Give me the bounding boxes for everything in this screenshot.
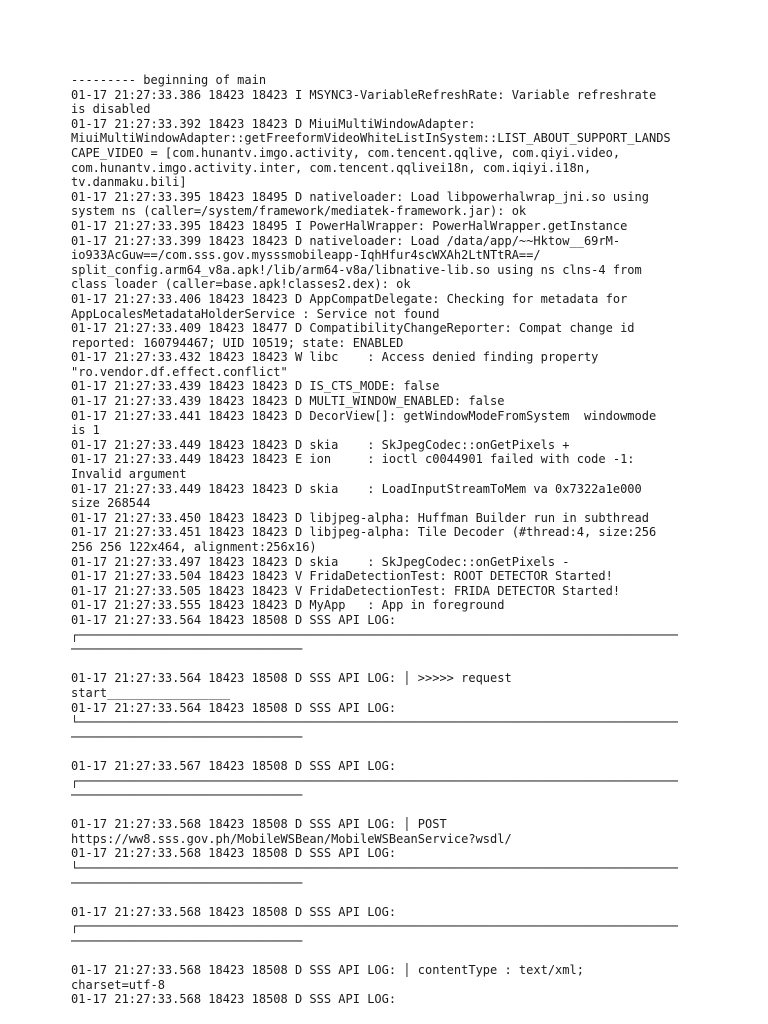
log-line: 01-17 21:27:33.567 18423 18508 D SSS API LOG: — [71, 758, 397, 773]
log-line: 01-17 21:27:33.555 18423 18423 D MyApp : App in foreground — [71, 598, 505, 613]
log-line: CAPE_VIDEO = [com.hunantv.imgo.activity, com.tencent.qqlive, com.qiyi.video, — [71, 145, 621, 160]
log-line: ──────────────────────────────── — [71, 642, 303, 657]
log-line — [71, 803, 698, 818]
log-line: start_________________ — [71, 685, 230, 700]
log-line: 01-17 21:27:33.449 18423 18423 D skia : LoadInputStreamToMem va 0x7322a1e000 — [71, 481, 642, 496]
log-line: 01-17 21:27:33.564 18423 18508 D SSS API LOG: — [71, 700, 397, 715]
log-line: ┌─────────────────────────────────────────────────────────────────────────────────── — [71, 919, 678, 934]
log-line: 01-17 21:27:33.505 18423 18423 V FridaDetectionTest: FRIDA DETECTOR Started! — [71, 583, 621, 598]
log-line: com.hunantv.imgo.activity.inter, com.tencent.qqlivei18n, com.iqiyi.i18n, — [71, 160, 592, 175]
log-line: charset=utf-8 — [71, 977, 165, 992]
log-line: ┌─────────────────────────────────────────────────────────────────────────────────── — [71, 773, 678, 788]
log-line: 01-17 21:27:33.568 18423 18508 D SSS API LOG: — [71, 846, 397, 861]
log-line: AppLocalesMetadataHolderService : Service not found — [71, 306, 440, 321]
log-line: 01-17 21:27:33.568 18423 18508 D SSS API LOG: — [71, 992, 397, 1007]
log-line: io933AcGuw==/com.sss.gov.mysssmobileapp-IqhHfur4scWXAh2LtNTtRA==/ — [71, 248, 541, 263]
log-line: 01-17 21:27:33.568 18423 18508 D SSS API LOG: │ POST — [71, 817, 447, 832]
log-line: ──────────────────────────────── — [71, 934, 303, 949]
log-line: 01-17 21:27:33.409 18423 18477 D CompatibilityChangeReporter: Compat change id — [71, 321, 635, 336]
log-line: 01-17 21:27:33.432 18423 18423 W libc : Access denied finding property — [71, 350, 599, 365]
log-line: Invalid argument — [71, 467, 187, 482]
log-line: "ro.vendor.df.effect.conflict" — [71, 364, 288, 379]
log-line: system ns (caller=/system/framework/mediatek-framework.jar): ok — [71, 204, 527, 219]
log-line: ──────────────────────────────── — [71, 729, 303, 744]
log-line: 01-17 21:27:33.395 18423 18495 D nativeloader: Load libpowerhalwrap_jni.so using — [71, 189, 649, 204]
log-line: 01-17 21:27:33.395 18423 18495 I PowerHalWrapper: PowerHalWrapper.getInstance — [71, 218, 628, 233]
log-line: 01-17 21:27:33.399 18423 18423 D nativeloader: Load /data/app/~~Hktow__69rM- — [71, 233, 621, 248]
log-line: reported: 160794467; UID 10519; state: ENABLED — [71, 335, 404, 350]
log-line: is 1 — [71, 423, 100, 438]
log-line — [71, 657, 698, 672]
log-line: ──────────────────────────────── — [71, 788, 303, 803]
log-line: 01-17 21:27:33.564 18423 18508 D SSS API LOG: │ >>>>> request — [71, 671, 512, 686]
log-line: └─────────────────────────────────────────────────────────────────────────────────── — [71, 715, 678, 730]
log-line: 01-17 21:27:33.449 18423 18423 E ion : ioctl c0044901 failed with code -1: — [71, 452, 635, 467]
log-line: 01-17 21:27:33.386 18423 18423 I MSYNC3-VariableRefreshRate: Variable refreshrate — [71, 87, 657, 102]
log-line: 01-17 21:27:33.451 18423 18423 D libjpeg-alpha: Tile Decoder (#thread:4, size:256 — [71, 525, 657, 540]
log-line: split_config.arm64_v8a.apk!/lib/arm64-v8a/libnative-lib.so using ns clns-4 from — [71, 262, 642, 277]
log-line: 01-17 21:27:33.450 18423 18423 D libjpeg-alpha: Huffman Builder run in subthread — [71, 510, 649, 525]
log-line: 01-17 21:27:33.568 18423 18508 D SSS API LOG: │ contentType : text/xml; — [71, 963, 584, 978]
log-line: 01-17 21:27:33.406 18423 18423 D AppCompatDelegate: Checking for metadata for — [71, 291, 628, 306]
log-line: 01-17 21:27:33.564 18423 18508 D SSS API LOG: — [71, 612, 397, 627]
log-line: is disabled — [71, 102, 151, 117]
log-line: ──────────────────────────────── — [71, 875, 303, 890]
log-line: 256 256 122x464, alignment:256x16) — [71, 540, 317, 554]
log-line — [71, 744, 698, 759]
log-line: https://ww8.sss.gov.ph/MobileWSBean/MobileWSBeanService?wsdl/ — [71, 831, 512, 846]
log-line — [71, 890, 698, 905]
log-line: 01-17 21:27:33.568 18423 18508 D SSS API LOG: — [71, 904, 397, 919]
log-line: 01-17 21:27:33.392 18423 18423 D MiuiMultiWindowAdapter: — [71, 116, 476, 131]
log-text — [71, 73, 708, 1007]
log-line: 01-17 21:27:33.504 18423 18423 V FridaDetectionTest: ROOT DETECTOR Started! — [71, 569, 613, 584]
log-line: └─────────────────────────────────────────────────────────────────────────────────── — [71, 861, 678, 876]
log-line: size 268544 — [71, 496, 151, 511]
log-line: ┌─────────────────────────────────────────────────────────────────────────────────── — [71, 627, 678, 642]
log-line: 01-17 21:27:33.439 18423 18423 D MULTI_WINDOW_ENABLED: false — [71, 394, 505, 409]
log-line: tv.danmaku.bili] — [71, 175, 187, 190]
log-line — [71, 949, 698, 964]
log-line: MiuiMultiWindowAdapter::getFreeformVideoWhiteListInSystem::LIST_ABOUT_SUPPORT_LANDS — [71, 131, 671, 146]
log-line: 01-17 21:27:33.441 18423 18423 D DecorView[]: getWindowModeFromSystem windowmode — [71, 408, 657, 423]
log-line: 01-17 21:27:33.449 18423 18423 D skia : SkJpegCodec::onGetPixels + — [71, 437, 570, 452]
log-line: 01-17 21:27:33.497 18423 18423 D skia : SkJpegCodec::onGetPixels - — [71, 554, 570, 569]
log-line: --------- beginning of main — [71, 73, 267, 87]
log-line: 01-17 21:27:33.439 18423 18423 D IS_CTS_MODE: false — [71, 379, 440, 394]
log-line: class loader (caller=base.apk!classes2.dex): ok — [71, 277, 411, 292]
